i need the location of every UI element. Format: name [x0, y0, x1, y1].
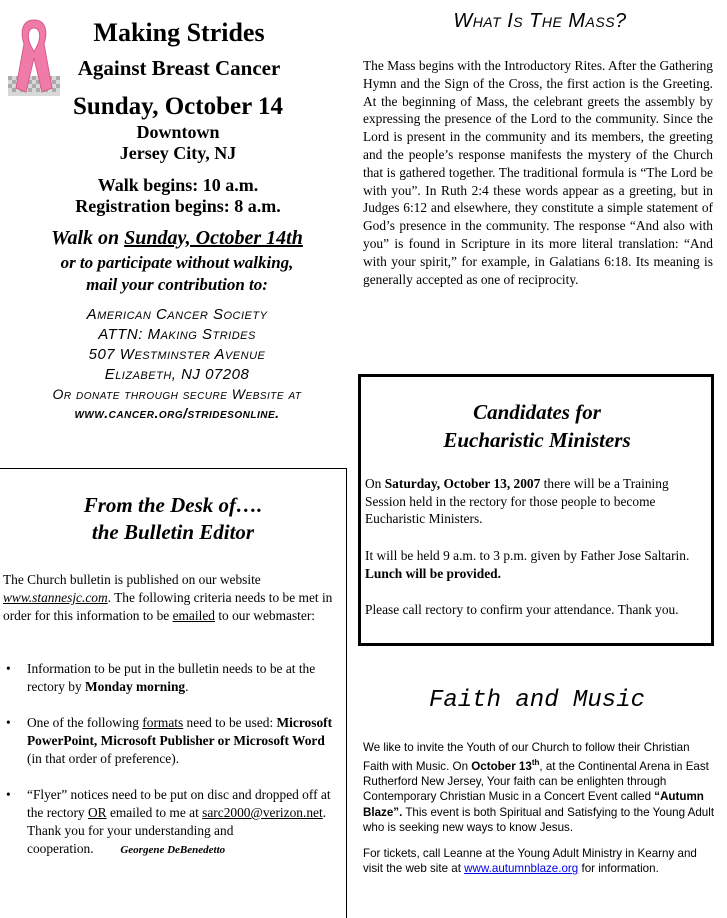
- b2-bold: Microsoft PowerPoint, Microsoft Publisher or Microsoft Word: [27, 715, 333, 748]
- thanks-text: Thank you for your understanding and cooperation.: [27, 823, 234, 856]
- b3-post: .: [322, 805, 327, 820]
- email-link[interactable]: sarc2000@verizon.net: [202, 805, 323, 820]
- candidates-p1-pre: On: [365, 476, 385, 491]
- address-line-4: Elizabeth, NJ 07208: [104, 366, 250, 383]
- emailed-text: emailed: [172, 608, 215, 623]
- list-item: [3, 786, 341, 859]
- strides-subtitle: Against Breast Cancer: [77, 56, 281, 80]
- strides-title: Making Strides: [93, 18, 265, 47]
- faith-p1-post: This event is both Spiritual and Satisfying to the Young Adult who is seeking new ways to know Jesus.: [363, 805, 715, 834]
- b1-bold: Monday morning: [85, 679, 186, 694]
- b1-post: .: [185, 679, 189, 694]
- strides-place-2: Jersey City, NJ: [119, 143, 237, 163]
- registration-begins: Registration begins: 8 a.m.: [75, 196, 281, 216]
- or-text: OR: [87, 805, 107, 820]
- candidates-paragraph-1: [365, 475, 701, 528]
- candidates-title-1: Candidates for: [473, 400, 601, 424]
- website-link[interactable]: www.stannesjc.com: [3, 590, 108, 605]
- walk-on-line: [2, 226, 352, 251]
- faith-title: Faith and Music: [428, 687, 646, 714]
- address-line-1: American Cancer Society: [86, 306, 268, 323]
- b1-pre: Information to be put in the bulletin needs to be at the rectory by: [27, 661, 316, 694]
- autumnblaze-link[interactable]: www.autumnblaze.org: [464, 862, 579, 876]
- faith-p2-post: for information.: [578, 862, 659, 876]
- b3-mid: emailed to me at: [106, 805, 203, 820]
- thanks-line: [27, 822, 341, 859]
- training-date: Saturday, October 13, 2007: [384, 476, 541, 491]
- faith-p1-pre: We like to invite the Youth of our Church to follow their Christian Faith with Music. On: [363, 741, 690, 774]
- address-line-3: 507 Westminster Avenue: [88, 346, 266, 363]
- desk-criteria-list: [3, 660, 341, 859]
- lunch-note: Lunch will be provided.: [365, 565, 501, 581]
- candidates-p1-post: there will be a Training Session held in the rectory for those people to become Eucharistic Ministers.: [365, 476, 669, 526]
- candidates-paragraph-3: Please call rectory to confirm your attendance. Thank you.: [365, 602, 679, 617]
- mass-title: What Is The Mass?: [453, 10, 627, 32]
- faith-p2-pre: For tickets, call Leanne at the Young Adult Ministry in Kearny and visit the web site at: [363, 847, 697, 876]
- b2-post: (in that order of preference).: [27, 751, 180, 766]
- list-item: [3, 660, 341, 696]
- desk-intro-3: to our webmaster:: [214, 608, 315, 623]
- signature: Georgene DeBenedetto: [120, 844, 226, 856]
- walk-on-date: Sunday, October 14th: [124, 227, 303, 249]
- faith-paragraph-1: [363, 740, 715, 835]
- list-item: [3, 714, 341, 768]
- candidates-paragraph-2: [365, 547, 701, 582]
- faith-date: October 13: [471, 760, 532, 774]
- strides-date: Sunday, October 14: [73, 93, 283, 120]
- candidates-p2-pre: It will be held 9 a.m. to 3 p.m. given by Father Jose Saltarin.: [365, 548, 690, 563]
- desk-title-2: the Bulletin Editor: [91, 520, 255, 544]
- autumn-blaze: “Autumn Blaze”.: [363, 790, 704, 819]
- desk-intro: [3, 571, 343, 625]
- mail-line: mail your contribution to:: [86, 275, 268, 294]
- donate-line-1: Or donate through secure Website at: [52, 386, 302, 402]
- b3-pre: “Flyer” notices need to be put on disc and dropped off at the rectory: [27, 787, 331, 820]
- b2-mid: need to be used:: [183, 715, 277, 730]
- address-line-2: ATTN: Making Strides: [98, 326, 256, 343]
- desk-intro-2: . The following criteria needs to be met in order for this information to be: [3, 590, 333, 623]
- mass-body: The Mass begins with the Introductory Rites. After the Gathering Hymn and the Sign of the Cross, the first action is the Greeting. At the beginning of Mass, the celebrant greets the assembly by expressing the presence of the Lord to the community. Since the Lord is present in the community and its members, the greeting and the people’s response manifests the mystery of the Church that is gathered together. The traditional formula is “The Lord be with you”. In Ruth 2:4 these words appear as a greeting, but in Judges 6:12 and elsewhere, they constitute a simple statement of God’s presence in the community. The response “And also with you” is found in Scripture in its more literal translation: “And with your spirit,” for example, in Galatians 6:18. Its meaning is generally accepted as one of reciprocity.: [363, 58, 713, 287]
- faith-paragraph-2: [363, 846, 715, 876]
- donate-link[interactable]: www.cancer.org/stridesonline.: [74, 405, 280, 421]
- desk-title-1: From the Desk of….: [83, 493, 263, 517]
- faith-p1-mid: , at the Continental Arena in East Rutherford New Jersey, Your faith can be enlighten through Contemporary Christian Music in a Concert Event called: [363, 760, 709, 804]
- b2-pre: One of the following: [27, 715, 143, 730]
- desk-intro-1: The Church bulletin is published on our website: [3, 572, 261, 587]
- formats-text: formats: [142, 715, 184, 730]
- strides-place-1: Downtown: [136, 122, 220, 142]
- faith-date-suffix: th: [531, 758, 540, 768]
- participate-line: or to participate without walking,: [60, 253, 294, 272]
- candidates-title-2: Eucharistic Ministers: [443, 428, 631, 452]
- pink-ribbon-icon: [8, 14, 60, 96]
- walk-begins: Walk begins: 10 a.m.: [97, 175, 259, 195]
- walk-on-prefix: Walk on: [51, 227, 125, 249]
